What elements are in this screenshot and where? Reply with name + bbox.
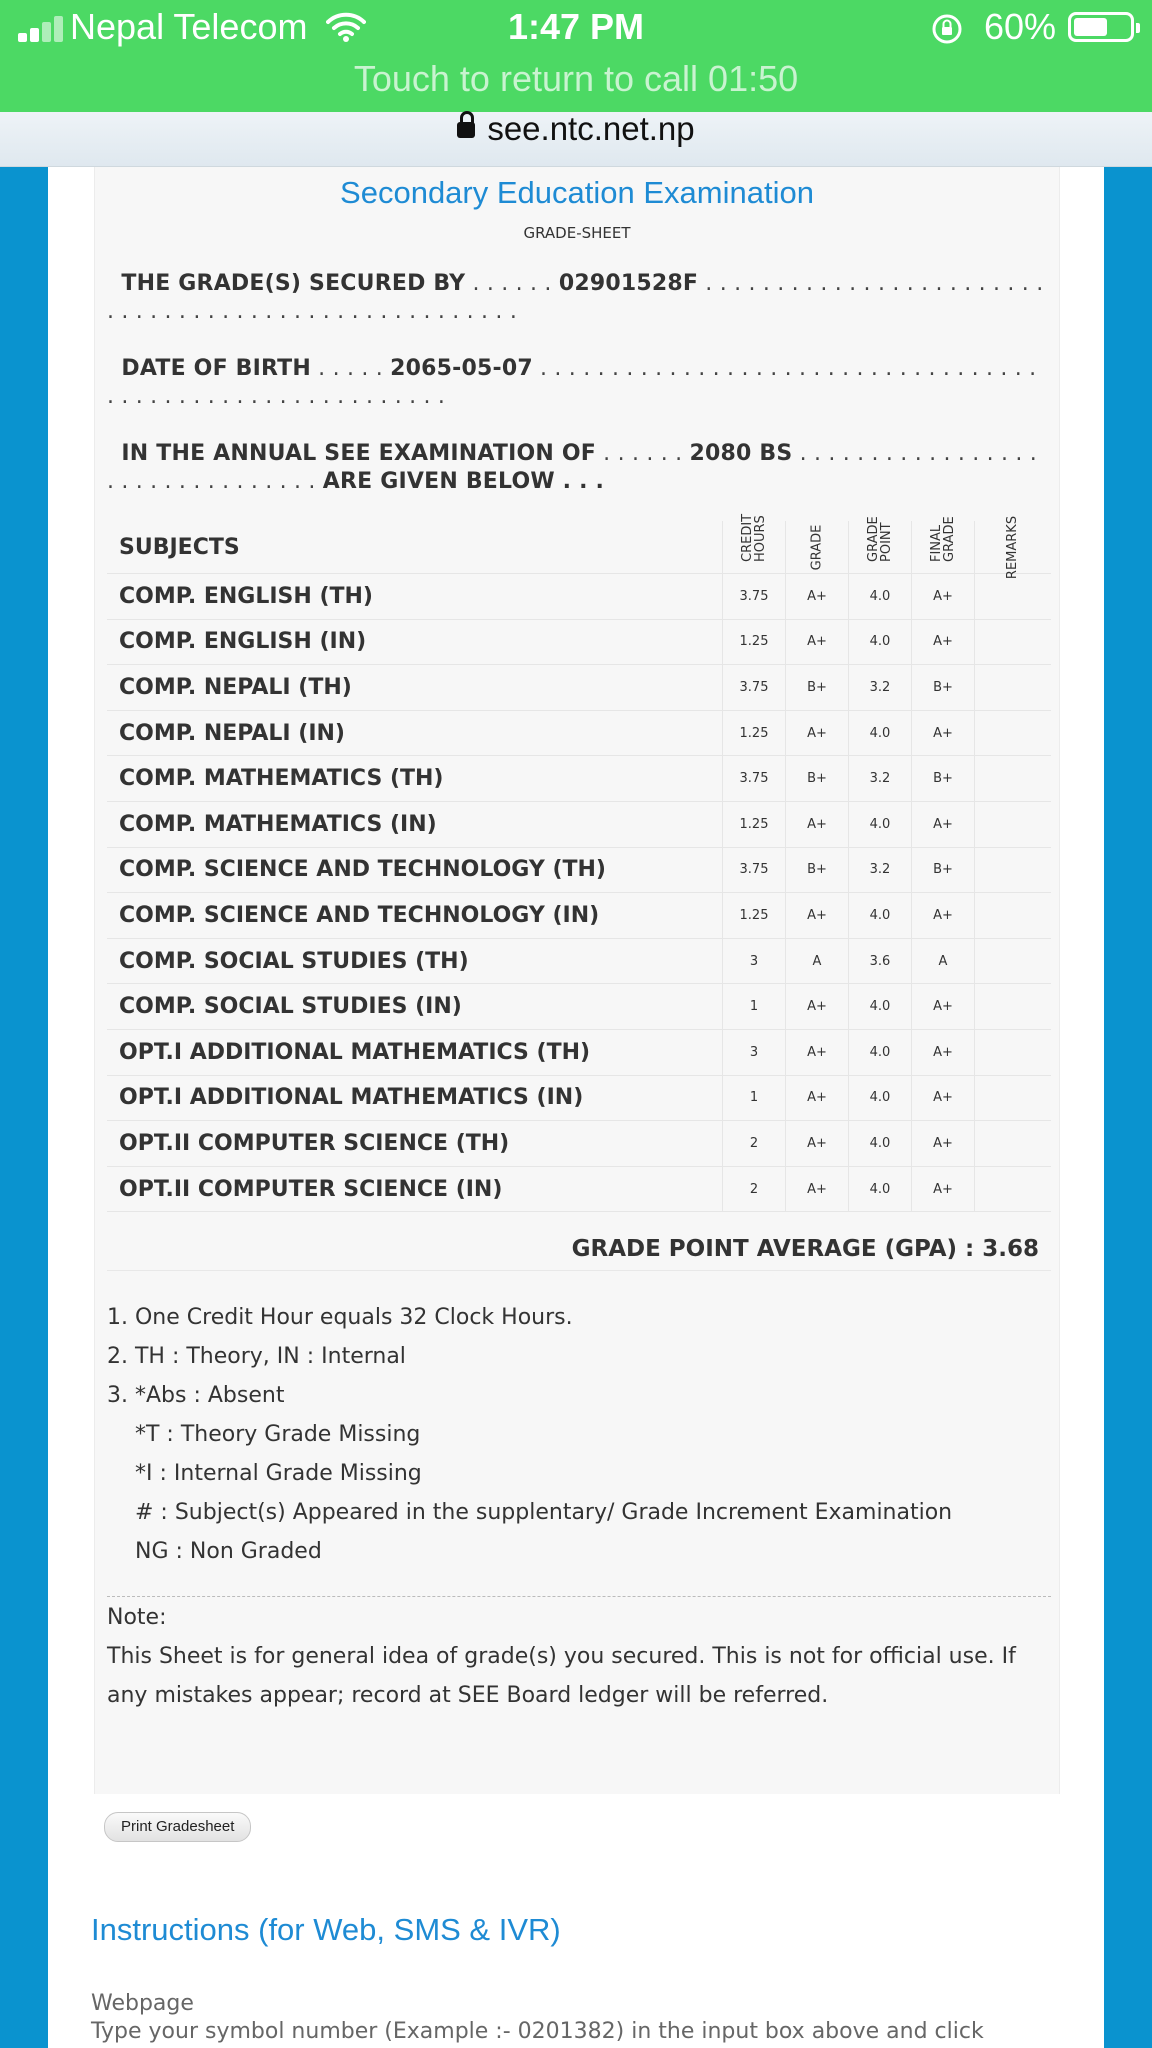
subject-cell: COMP. MATHEMATICS (IN) [107,801,723,847]
browser-url-bar[interactable] [0,112,1152,167]
remarks-cell [975,1121,1052,1167]
table-row [107,619,1051,665]
remarks-cell [975,619,1052,665]
grade-point-cell: 3.2 [849,847,912,893]
final-grade-cell: A+ [912,1121,975,1167]
grade-point-cell: 3.6 [849,938,912,984]
credit-hours-cell: 1 [723,984,786,1030]
grade-cell: A+ [786,1029,849,1075]
table-row [107,801,1051,847]
grade-cell: A+ [786,893,849,939]
grade-point-cell: 3.2 [849,756,912,802]
grade-cell: A+ [786,1166,849,1212]
exam-year: 2080 BS [689,441,793,466]
table-row [107,938,1051,984]
credit-hours-cell: 1.25 [723,710,786,756]
clock: 1:47 PM [507,6,645,47]
grade-point-cell: 4.0 [849,574,912,620]
credit-hours-cell: 3.75 [723,574,786,620]
final-grade-cell: A+ [912,801,975,847]
final-grade-cell: B+ [912,756,975,802]
notes-list [107,1305,1047,1578]
return-to-call-banner[interactable]: Touch to return to call 01:50 [353,58,799,99]
remarks-cell [975,665,1052,711]
credit-hours-cell: 3.75 [723,756,786,802]
subject-cell: COMP. ENGLISH (TH) [107,574,723,620]
subject-cell: COMP. SOCIAL STUDIES (IN) [107,984,723,1030]
subject-cell: COMP. NEPALI (TH) [107,665,723,711]
credit-hours-cell: 3 [723,1029,786,1075]
table-row [107,710,1051,756]
grade-point-cell: 3.2 [849,665,912,711]
remarks-cell [975,756,1052,802]
header-final-grade: FINAL GRADE [929,515,957,562]
final-grade-cell: A+ [912,619,975,665]
header-grade: GRADE [809,524,825,570]
grade-cell: A+ [786,574,849,620]
subject-cell: OPT.I ADDITIONAL MATHEMATICS (TH) [107,1029,723,1075]
grade-cell: A+ [786,1121,849,1167]
grade-cell: B+ [786,847,849,893]
table-row [107,756,1051,802]
note-body: This Sheet is for general idea of grade(s) you secured. This is not for official use. If any mistakes appear; record at SEE Board ledger will be referred. [107,1644,1016,1708]
note-item: NG : Non Graded [135,1539,322,1564]
remarks-cell [975,984,1052,1030]
remarks-cell [975,801,1052,847]
exam-line: IN THE ANNUAL SEE EXAMINATION OF . . . . . . 2080 BS . . . . . . . . . . . . . . . . . . . . . . . . . . . . . . . . ARE GIVEN BELOW . . . [107,441,1037,494]
table-row [107,574,1051,620]
grade-cell: A+ [786,710,849,756]
table-row [107,847,1051,893]
url-text: see.ntc.net.np [487,110,695,147]
grade-cell: A+ [786,1075,849,1121]
battery-icon [1068,12,1134,42]
final-grade-cell: A+ [912,1075,975,1121]
remarks-cell [975,574,1052,620]
credit-hours-cell: 1 [723,1075,786,1121]
given-below: ARE GIVEN BELOW . . . [322,469,605,494]
final-grade-cell: A+ [912,1029,975,1075]
header-remarks: REMARKS [1005,515,1021,579]
grade-sheet [94,167,1060,1794]
subject-cell: COMP. NEPALI (IN) [107,710,723,756]
final-grade-cell: A+ [912,1166,975,1212]
battery-percent: 60% [984,6,1057,47]
grade-point-cell: 4.0 [849,619,912,665]
final-grade-cell: A [912,938,975,984]
final-grade-cell: B+ [912,665,975,711]
remarks-cell [975,893,1052,939]
webpage-label: Webpage [91,1991,194,2016]
note-item: 3. *Abs : Absent [107,1383,285,1408]
final-grade-cell: A+ [912,710,975,756]
dob-line: DATE OF BIRTH . . . . . 2065-05-07 . . . . . . . . . . . . . . . . . . . . . . . . . . . . . . . . . . . . . . . . . . . . . . . . . . . . . . . . . . . [107,356,1037,409]
header-grade-point: GRADE POINT [866,515,894,562]
remarks-cell [975,710,1052,756]
note-item: 2. TH : Theory, IN : Internal [107,1344,406,1369]
gpa-divider [107,1270,1051,1271]
final-grade-cell: A+ [912,984,975,1030]
remarks-cell [975,938,1052,984]
table-header-row [107,521,1051,574]
table-row [107,1121,1051,1167]
credit-hours-cell: 2 [723,1166,786,1212]
credit-hours-cell: 3.75 [723,665,786,711]
table-row [107,1166,1051,1212]
remarks-cell [975,1166,1052,1212]
grade-point-cell: 4.0 [849,1029,912,1075]
grade-point-cell: 4.0 [849,1166,912,1212]
note-heading: Note: [107,1605,167,1630]
final-grade-cell: B+ [912,847,975,893]
grade-cell: A [786,938,849,984]
table-row [107,1029,1051,1075]
grade-cell: B+ [786,756,849,802]
subject-cell: COMP. MATHEMATICS (TH) [107,756,723,802]
final-grade-cell: A+ [912,574,975,620]
credit-hours-cell: 2 [723,1121,786,1167]
credit-hours-cell: 1.25 [723,801,786,847]
subject-cell: OPT.II COMPUTER SCIENCE (TH) [107,1121,723,1167]
subject-cell: COMP. SCIENCE AND TECHNOLOGY (IN) [107,893,723,939]
symbol-number: 02901528F [558,271,699,296]
gpa-summary: GRADE POINT AVERAGE (GPA) : 3.68 [571,1236,1039,1262]
dashed-divider [107,1596,1051,1597]
note-item: *I : Internal Grade Missing [135,1461,422,1486]
grade-cell: A+ [786,619,849,665]
subject-cell: OPT.I ADDITIONAL MATHEMATICS (IN) [107,1075,723,1121]
credit-hours-cell: 1.25 [723,619,786,665]
grade-point-cell: 4.0 [849,801,912,847]
subject-cell: OPT.II COMPUTER SCIENCE (IN) [107,1166,723,1212]
page-content [48,167,1104,2048]
subject-cell: COMP. ENGLISH (IN) [107,619,723,665]
print-gradesheet-button[interactable]: Print Gradesheet [104,1812,251,1842]
remarks-cell [975,1029,1052,1075]
rotation-lock-icon [930,12,964,46]
grade-cell: A+ [786,801,849,847]
grade-point-cell: 4.0 [849,1121,912,1167]
table-row [107,893,1051,939]
grade-point-cell: 4.0 [849,710,912,756]
exam-title: Secondary Education Examination [340,175,814,210]
credit-hours-cell: 3 [723,938,786,984]
carrier-name: Nepal Telecom [70,6,308,47]
table-row [107,984,1051,1030]
webpage-instructions: Type your symbol number (Example :- 0201382) in the input box above and click [91,2019,984,2044]
table-row [107,1075,1051,1121]
remarks-cell [975,847,1052,893]
secured-by-label: THE GRADE(S) SECURED BY [121,271,466,296]
grade-sheet-subtitle: GRADE-SHEET [523,224,631,242]
final-grade-cell: A+ [912,893,975,939]
lock-icon [457,122,475,138]
grade-point-cell: 4.0 [849,893,912,939]
credit-hours-cell: 1.25 [723,893,786,939]
note-item: # : Subject(s) Appeared in the supplentary/ Grade Increment Examination [135,1500,953,1525]
header-subjects: SUBJECTS [107,521,723,574]
grade-cell: A+ [786,984,849,1030]
note-item: *T : Theory Grade Missing [135,1422,421,1447]
status-bar [0,0,1152,112]
grade-point-cell: 4.0 [849,1075,912,1121]
subject-cell: COMP. SOCIAL STUDIES (TH) [107,938,723,984]
remarks-cell [975,1075,1052,1121]
dob-value: 2065-05-07 [390,356,533,381]
dob-label: DATE OF BIRTH [121,356,311,381]
credit-hours-cell: 3.75 [723,847,786,893]
note-item: 1. One Credit Hour equals 32 Clock Hours. [107,1305,573,1330]
instructions-heading: Instructions (for Web, SMS & IVR) [91,1912,561,1947]
subject-cell: COMP. SCIENCE AND TECHNOLOGY (TH) [107,847,723,893]
table-row [107,665,1051,711]
grade-point-cell: 4.0 [849,984,912,1030]
secured-by-line: THE GRADE(S) SECURED BY . . . . . . 02901528F . . . . . . . . . . . . . . . . . . . . . . . . . . . . . . . . . . . . . . . . . . . . . . . . . . . . . [107,271,1044,324]
grade-cell: B+ [786,665,849,711]
header-credit-hours: CREDIT HOURS [740,513,768,562]
grades-table [107,513,1051,1212]
exam-label: IN THE ANNUAL SEE EXAMINATION OF [121,441,596,466]
